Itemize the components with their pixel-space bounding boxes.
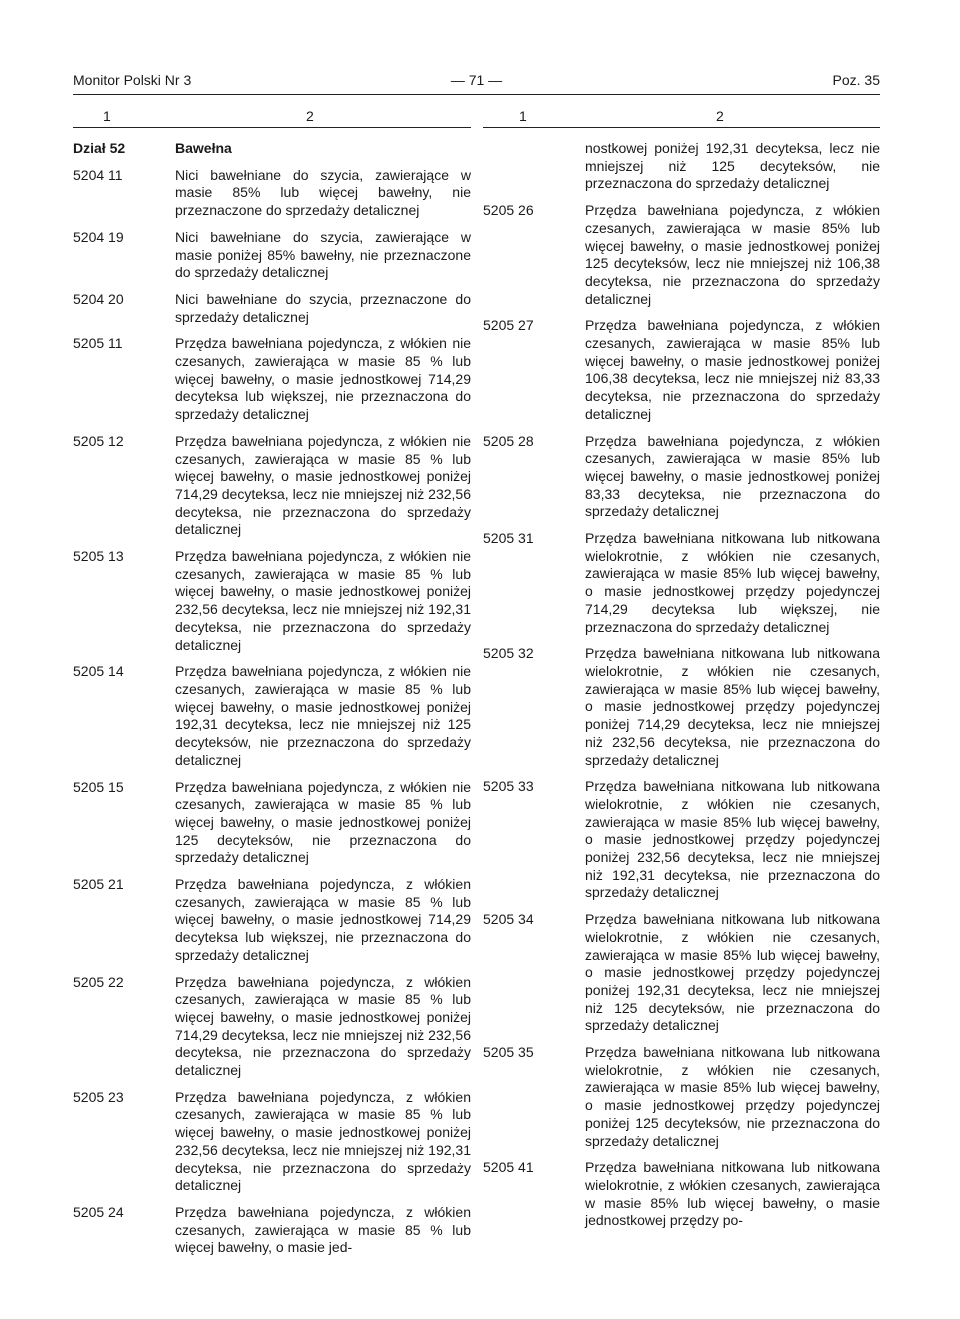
journal-title: Monitor Polski Nr 3 — [73, 72, 192, 88]
entry-gap — [73, 539, 471, 548]
list-item — [483, 202, 880, 308]
item-code: 5205 31 — [483, 530, 534, 547]
list-item — [73, 974, 471, 1080]
entry-gap — [73, 1080, 471, 1089]
item-code: 5205 22 — [73, 973, 124, 990]
item-code: 5205 11 — [73, 335, 123, 352]
entry-gap — [483, 521, 880, 530]
list-item — [483, 433, 880, 522]
item-code: 5204 19 — [73, 228, 124, 245]
list-item — [73, 876, 471, 965]
column-header-2: 2 — [306, 108, 314, 124]
item-code: 5205 34 — [483, 911, 534, 928]
item-description: Przędza bawełniana nitkowana lub nitkowana wielokrotnie, z włókien czesanych, zawierająca w masie 85% lub więcej bawełny, o masie jednostkowej przędzy po- — [585, 1159, 880, 1229]
item-code: 5205 27 — [483, 317, 534, 334]
item-description: Przędza bawełniana pojedyncza, z włókien czesanych, zawierająca w masie 85% lub więcej bawełny, o masie jednostkowej poniżej 125 decyteksów, lecz nie mniejszej niż 106,38 decyteksa, nie przeznaczona do sprzedaży detalicznej — [585, 202, 880, 307]
entry-gap — [73, 654, 471, 663]
left-column — [73, 108, 471, 1257]
list-item — [483, 1044, 880, 1150]
list-item — [483, 140, 880, 193]
item-code: Dział 52 — [73, 140, 126, 156]
list-item — [73, 548, 471, 654]
entry-gap — [73, 282, 471, 291]
item-description: Przędza bawełniana pojedyncza, z włókien nie czesanych, zawierająca w masie 85 % lub więcej bawełny, o masie jednostkowej poniżej 714,29 decyteksa, lecz nie mniejszej niż 232,56 decyteksa, nie przeznaczona do sprzedaży detalicznej — [175, 432, 471, 538]
list-item — [73, 167, 471, 220]
list-item — [73, 1089, 471, 1195]
item-code: 5204 20 — [73, 290, 124, 307]
entry-gap — [73, 770, 471, 779]
right-entry-list — [483, 140, 880, 1230]
header-divider — [73, 94, 880, 95]
entry-gap — [73, 158, 471, 167]
list-item — [73, 1204, 471, 1257]
item-description: Przędza bawełniana nitkowana lub nitkowana wielokrotnie, z włókien nie czesanych, zawierająca w masie 85% lub więcej bawełny, o masie jednostkowej przędzy pojedynczej poniżej 714,29 decyteksa, lecz nie mniejszej niż 232,56 decyteksa, nie przeznaczona do sprzedaży detalicznej — [585, 645, 880, 768]
list-item — [73, 433, 471, 539]
item-description: Bawełna — [175, 140, 232, 156]
right-column-header — [483, 108, 880, 126]
page-header — [73, 72, 880, 92]
item-code: 5205 12 — [73, 432, 124, 449]
item-description: Przędza bawełniana pojedyncza, z włókien czesanych, zawierająca w masie 85 % lub więcej bawełny, o masie jednostkowej 714,29 decyteksa lub większej, nie przeznaczona do sprzedaży detalicznej — [175, 876, 471, 963]
left-column-header — [73, 108, 471, 126]
item-code: 5205 41 — [483, 1159, 534, 1176]
item-code: 5205 14 — [73, 663, 124, 680]
item-description: Przędza bawełniana nitkowana lub nitkowana wielokrotnie, z włókien nie czesanych, zawierająca w masie 85% lub więcej bawełny, o masie jednostkowej przędzy pojedynczej poniżej 232,56 decyteksa, lecz nie mniejszej niż 192,31 decyteksa, nie przeznaczona do sprzedaży detalicznej — [585, 778, 880, 901]
item-description: nostkowej poniżej 192,31 decyteksa, lecz nie mniejszej niż 125 decyteksów, nie przeznaczona do sprzedaży detalicznej — [585, 140, 880, 192]
item-description: Przędza bawełniana nitkowana lub nitkowana wielokrotnie, z włókien nie czesanych, zawierająca w masie 85% lub więcej bawełny, o masie jednostkowej przędzy pojedynczej poniżej 125 decyteksów, nie przeznaczona do sprzedaży detalicznej — [585, 1044, 880, 1149]
list-item — [483, 1159, 880, 1230]
entry-gap — [483, 193, 880, 202]
list-item — [483, 317, 880, 423]
item-description: Przędza bawełniana pojedyncza, z włókien nie czesanych, zawierająca w masie 85 % lub więcej bawełny, o masie jednostkowej 714,29 decyteksa lub większej, nie przeznaczona do sprzedaży detalicznej — [175, 335, 471, 423]
entry-gap — [483, 308, 880, 317]
column-header-2: 2 — [716, 108, 724, 124]
page-number: — 71 — — [450, 72, 503, 88]
item-description: Przędza bawełniana nitkowana lub nitkowana wielokrotnie, z włókien nie czesanych, zawierająca w masie 85% lub więcej bawełny, o masie jednostkowej przędzy pojedynczej 714,29 decyteksa lub większej, nie przeznaczona do sprzedaży detalicznej — [585, 530, 880, 635]
item-description: Przędza bawełniana pojedyncza, z włókien czesanych, zawierająca w masie 85% lub więcej bawełny, o masie jednostkowej poniżej 106,38 decyteksa, lecz nie mniejszej niż 83,33 decyteksa, nie przeznaczona do sprzedaży detalicznej — [585, 317, 880, 422]
item-description: Przędza bawełniana pojedyncza, z włókien czesanych, zawierająca w masie 85 % lub więcej bawełny, o masie jed- — [175, 1203, 471, 1256]
list-item — [483, 778, 880, 902]
item-description: Nici bawełniane do szycia, zawierające w masie 85% lub więcej bawełny, nie przeznaczone do sprzedaży detalicznej — [175, 166, 471, 219]
list-item — [483, 911, 880, 1035]
item-description: Przędza bawełniana pojedyncza, z włókien czesanych, zawierająca w masie 85 % lub więcej bawełny, o masie jednostkowej poniżej 714,29 decyteksa, lecz nie mniejszej niż 232,56 decyteksa, nie przeznaczona do sprzedaży detalicznej — [175, 973, 471, 1079]
column-header-1: 1 — [103, 108, 111, 124]
entry-gap — [73, 424, 471, 433]
item-code: 5205 21 — [73, 876, 124, 893]
left-column-rule — [73, 127, 471, 128]
right-column — [483, 108, 880, 1230]
list-item — [483, 530, 880, 636]
item-description: Nici bawełniane do szycia, przeznaczone do sprzedaży detalicznej — [175, 290, 471, 325]
list-item — [73, 140, 471, 158]
entry-gap — [73, 1195, 471, 1204]
list-item — [73, 663, 471, 769]
item-description: Przędza bawełniana pojedyncza, z włókien czesanych, zawierająca w masie 85% lub więcej bawełny, o masie jednostkowej poniżej 83,33 decyteksa, nie przeznaczona do sprzedaży detalicznej — [585, 432, 880, 520]
entry-gap — [73, 326, 471, 335]
position-number: Poz. 35 — [832, 72, 880, 88]
left-entry-list — [73, 140, 471, 1257]
item-description: Przędza bawełniana nitkowana lub nitkowana wielokrotnie, z włókien nie czesanych, zawierająca w masie 85% lub więcej bawełny, o masie jednostkowej przędzy pojedynczej poniżej 192,31 decyteksa, lecz nie mniejszej niż 125 decyteksów, nie przeznaczona do sprzedaży detalicznej — [585, 911, 880, 1034]
list-item — [73, 229, 471, 282]
entry-gap — [483, 1150, 880, 1159]
item-description: Przędza bawełniana pojedyncza, z włókien nie czesanych, zawierająca w masie 85 % lub więcej bawełny, o masie jednostkowej poniżej 232,56 decyteksa, lecz nie mniejszej niż 192,31 decyteksa, nie przeznaczona do sprzedaży detalicznej — [175, 548, 471, 653]
list-item — [73, 779, 471, 868]
item-code: 5205 24 — [73, 1203, 124, 1220]
entry-gap — [483, 769, 880, 778]
entry-gap — [483, 902, 880, 911]
item-code: 5205 35 — [483, 1044, 534, 1061]
item-code: 5205 32 — [483, 645, 534, 662]
item-code: 5205 28 — [483, 432, 534, 449]
list-item — [483, 645, 880, 769]
entry-gap — [73, 965, 471, 974]
entry-gap — [483, 1035, 880, 1044]
list-item — [73, 335, 471, 424]
item-description: Przędza bawełniana pojedyncza, z włókien czesanych, zawierająca w masie 85 % lub więcej bawełny, o masie jednostkowej poniżej 232,56 decyteksa, lecz nie mniejszej niż 192,31 decyteksa, nie przeznaczona do sprzedaży detalicznej — [175, 1088, 471, 1194]
item-description: Przędza bawełniana pojedyncza, z włókien nie czesanych, zawierająca w masie 85 % lub więcej bawełny, o masie jednostkowej poniżej 125 decyteksów, nie przeznaczona do sprzedaży detalicznej — [175, 778, 471, 866]
entry-gap — [73, 867, 471, 876]
item-code: 5205 13 — [73, 548, 124, 565]
entry-gap — [483, 424, 880, 433]
item-code: 5205 33 — [483, 778, 534, 795]
item-description: Nici bawełniane do szycia, zawierające w masie poniżej 85% bawełny, nie przeznaczone do sprzedaży detalicznej — [175, 228, 471, 281]
entry-gap — [483, 636, 880, 645]
right-column-rule — [483, 127, 880, 128]
column-header-1: 1 — [519, 108, 527, 124]
item-code: 5205 15 — [73, 778, 124, 795]
item-code: 5205 23 — [73, 1088, 124, 1105]
item-code: 5205 26 — [483, 202, 534, 219]
entry-gap — [73, 220, 471, 229]
list-item — [73, 291, 471, 326]
item-code: 5204 11 — [73, 166, 123, 183]
item-description: Przędza bawełniana pojedyncza, z włókien nie czesanych, zawierająca w masie 85 % lub więcej bawełny, o masie jednostkowej poniżej 192,31 decyteksa, lecz nie mniejszej niż 125 decyteksów, nie przeznaczona do sprzedaży detalicznej — [175, 663, 471, 768]
